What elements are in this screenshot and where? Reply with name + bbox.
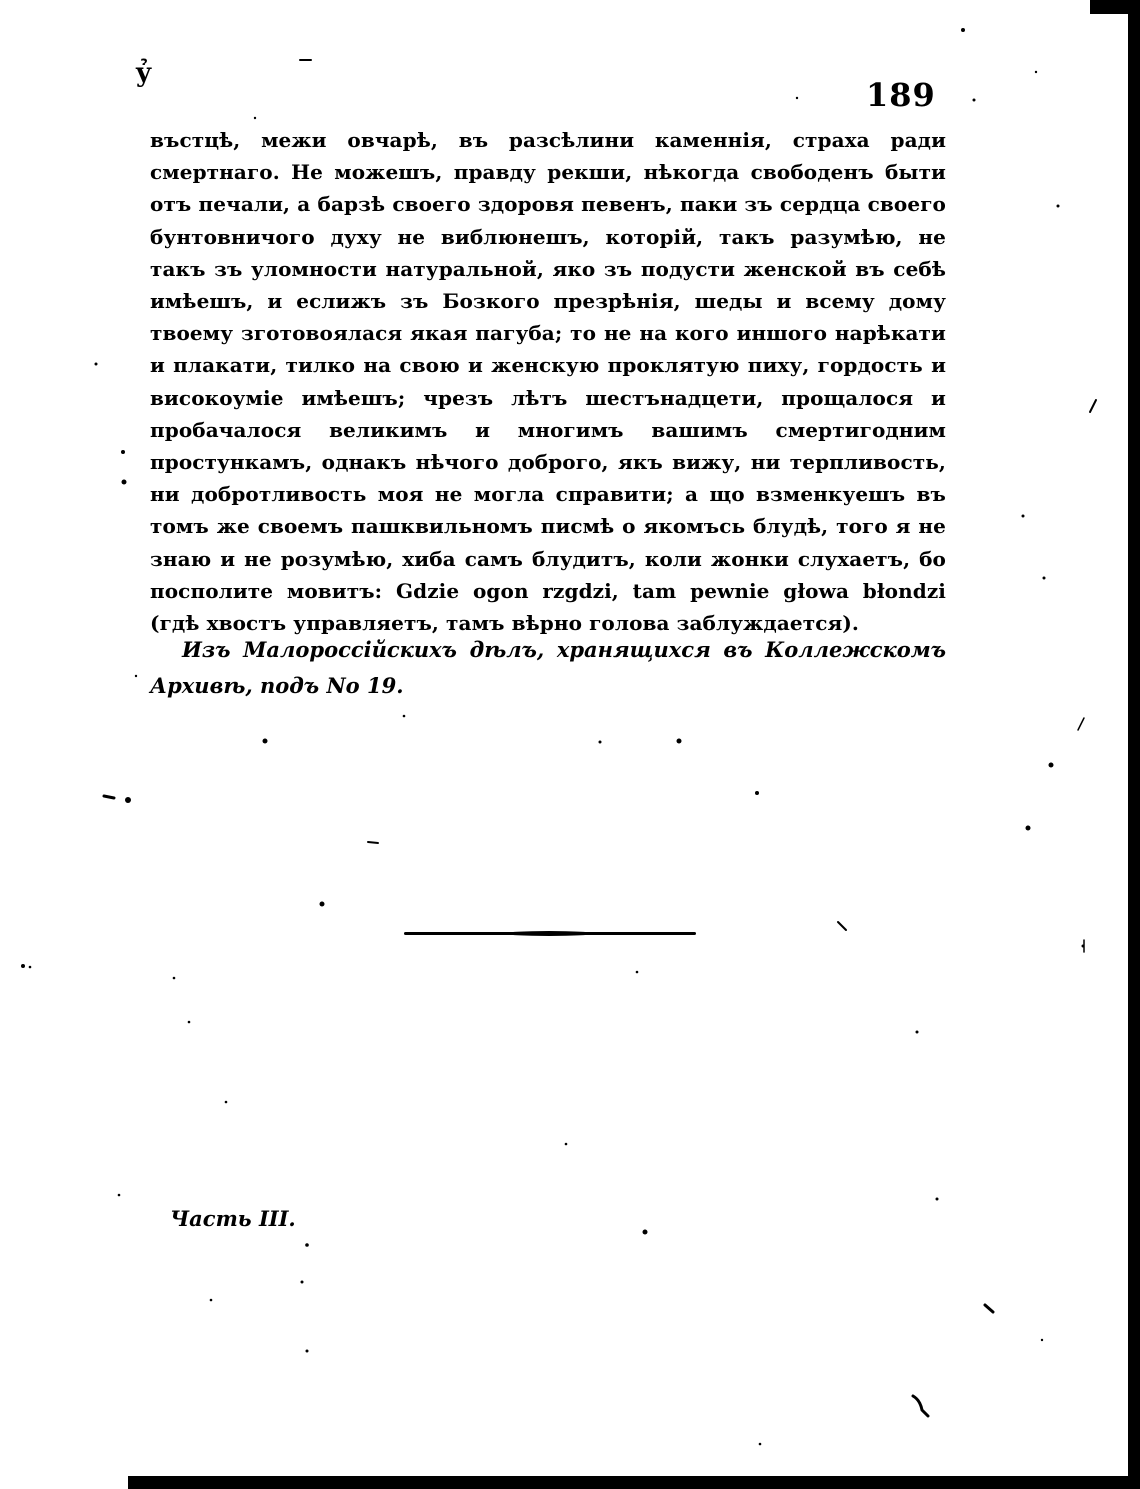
archive-source-note: Изъ Малороссійскихъ дѣлъ, хранящихся въ Коллежскомъ Архивѣ, подъ No 19. bbox=[150, 637, 946, 698]
body-paragraph: въстцѣ, межи овчарѣ, въ разсѣлини каменнія, страха ради смертнаго. Не можешъ, правду рекши, нѣкогда свободенъ быти отъ печали, а барзѣ своего здоровя певенъ, паки зъ сердца своего бунтовничого духу не виблюнешъ, которій, такъ разумѣю, не такъ зъ уломности натуральной, яко зъ подусти женской въ себѣ имѣешъ, и еслижъ зъ Бозкого презрѣнія, шеды и всему дому твоему зготовоялася якая пагуба; то не на кого иншого нарѣкати и плакати, тилко на свою и женскую проклятую пиху, гордость и високоуміе имѣешъ; чрезъ лѣтъ шестънадцети, прощалося и пробачалося великимъ и многимъ вашимъ смертигодним простункамъ, однакъ нѣчого доброго, якъ вижу, ни терпливость, ни добротливость моя не могла справити; а що взменкуешъ въ томъ же своемъ пашквильномъ писмѣ о якомъсь блудѣ, того я не знаю и не розумѣю, хиба самъ блудитъ, коли жонки слухаетъ, бо посполите мовитъ: Gdzie ogon rzgdzi, tam pewnie głowa błondzi (гдѣ хвостъ управляетъ, тамъ вѣрно голова заблуждается). bbox=[150, 128, 946, 636]
section-divider bbox=[404, 932, 696, 935]
corner-mark: ỷ bbox=[136, 58, 152, 88]
volume-signature: Часть III. bbox=[170, 1206, 296, 1231]
page-number: 189 bbox=[866, 76, 936, 114]
